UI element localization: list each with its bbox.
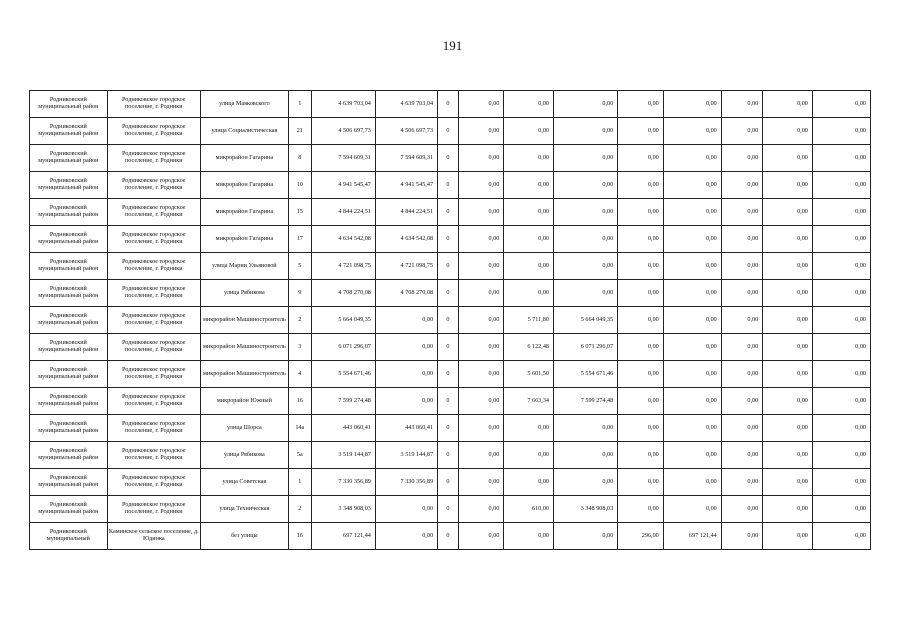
cell-amount-col-11: 0,00 [618,469,664,496]
cell-amount-col-12: 0,00 [663,199,721,226]
cell-count-col-7: 0 [438,415,459,442]
cell-amount-col-14: 0,00 [763,226,813,253]
cell-cost-col-6: 4 708 270,08 [375,280,437,307]
cell-amount-col-11: 0,00 [618,415,664,442]
cell-house-number: 16 [288,523,311,550]
cell-cost-col-6: 4 506 697,73 [375,118,437,145]
table-row [30,118,871,145]
cell-amount-col-8: 0,00 [458,253,504,280]
cell-amount-col-11: 0,00 [618,361,664,388]
cell-amount-col-9: 610,00 [504,496,554,523]
cell-amount-col-10: 0,00 [554,118,618,145]
cell-amount-col-14: 0,00 [763,523,813,550]
table-row [30,280,871,307]
cell-municipal-district: Родниковский муниципальный район [30,118,108,145]
cell-settlement: Родниковское городское поселение, г. Родники [107,388,200,415]
cell-municipal-district: Родниковский муниципальный район [30,496,108,523]
cell-amount-col-15: 0,00 [812,226,870,253]
cell-amount-col-9: 5 601,50 [504,361,554,388]
cell-settlement: Родниковское городское поселение, г. Родники [107,361,200,388]
cell-amount-col-14: 0,00 [763,199,813,226]
cell-municipal-district: Родниковский муниципальный район [30,442,108,469]
cell-cost-col-6: 443 060,41 [375,415,437,442]
cell-count-col-7: 0 [438,280,459,307]
cell-amount-col-10: 0,00 [554,523,618,550]
cell-cost-col-6: 7 594 609,31 [375,145,437,172]
cell-amount-col-14: 0,00 [763,388,813,415]
cell-amount-col-10: 0,00 [554,469,618,496]
cell-amount-col-12: 0,00 [663,226,721,253]
cell-house-number: 2 [288,307,311,334]
cell-house-number: 5а [288,442,311,469]
cell-amount-col-9: 0,00 [504,118,554,145]
cell-settlement: Родниковское городское поселение, г. Родники [107,172,200,199]
cell-amount-col-15: 0,00 [812,145,870,172]
cell-amount-col-13: 0,00 [721,442,762,469]
cell-amount-col-15: 0,00 [812,496,870,523]
cell-street: микрорайон Гагарина [200,145,288,172]
cell-municipal-district: Родниковский муниципальный район [30,361,108,388]
cell-amount-col-10: 5 554 671,46 [554,361,618,388]
cell-amount-col-11: 0,00 [618,253,664,280]
cell-amount-col-10: 0,00 [554,280,618,307]
page-number: 191 [442,38,463,53]
cell-count-col-7: 0 [438,91,459,118]
cell-settlement: Родниковское городское поселение, г. Родники [107,145,200,172]
cell-amount-col-10: 0,00 [554,91,618,118]
cell-amount-col-9: 0,00 [504,91,554,118]
cell-count-col-7: 0 [438,523,459,550]
cell-municipal-district: Родниковский муниципальный район [30,172,108,199]
cell-cost-col-6: 0,00 [375,388,437,415]
cell-house-number: 2 [288,496,311,523]
cell-amount-col-14: 0,00 [763,469,813,496]
cell-amount-col-11: 0,00 [618,172,664,199]
cell-municipal-district: Родниковский муниципальный район [30,226,108,253]
cell-total-cost: 4 941 545,47 [311,172,375,199]
cell-count-col-7: 0 [438,496,459,523]
cell-amount-col-13: 0,00 [721,280,762,307]
cell-amount-col-9: 0,00 [504,199,554,226]
cell-amount-col-12: 0,00 [663,442,721,469]
table-row [30,496,871,523]
cell-amount-col-15: 0,00 [812,91,870,118]
cell-amount-col-9: 0,00 [504,523,554,550]
cell-amount-col-12: 0,00 [663,172,721,199]
cell-street: микрорайон Машиностроитель [200,334,288,361]
cell-amount-col-9: 0,00 [504,226,554,253]
cell-amount-col-10: 0,00 [554,199,618,226]
cell-house-number: 4 [288,361,311,388]
cell-total-cost: 4 721 098,75 [311,253,375,280]
cell-street: микрорайон Машиностроитель [200,361,288,388]
cell-total-cost: 5 664 049,35 [311,307,375,334]
table-row [30,361,871,388]
cell-amount-col-8: 0,00 [458,523,504,550]
cell-street: улица Рябикова [200,442,288,469]
cell-amount-col-13: 0,00 [721,496,762,523]
table-body [30,91,871,550]
cell-municipal-district: Родниковский муниципальный район [30,415,108,442]
cell-house-number: 10 [288,172,311,199]
cell-amount-col-9: 6 122,48 [504,334,554,361]
cell-count-col-7: 0 [438,118,459,145]
table-row [30,523,871,550]
cell-amount-col-14: 0,00 [763,145,813,172]
cell-amount-col-15: 0,00 [812,280,870,307]
cell-amount-col-10: 7 599 274,48 [554,388,618,415]
cell-amount-col-14: 0,00 [763,496,813,523]
cell-count-col-7: 0 [438,469,459,496]
cell-total-cost: 3 519 144,87 [311,442,375,469]
cell-amount-col-12: 0,00 [663,469,721,496]
cell-total-cost: 4 844 224,51 [311,199,375,226]
cell-house-number: 3 [288,334,311,361]
cell-cost-col-6: 0,00 [375,361,437,388]
cell-amount-col-15: 0,00 [812,415,870,442]
cell-amount-col-13: 0,00 [721,91,762,118]
cell-municipal-district: Родниковский муниципальный [30,523,108,550]
cell-amount-col-13: 0,00 [721,253,762,280]
cell-amount-col-13: 0,00 [721,388,762,415]
cell-total-cost: 443 060,41 [311,415,375,442]
cell-amount-col-8: 0,00 [458,91,504,118]
cell-amount-col-9: 0,00 [504,253,554,280]
cell-house-number: 1 [288,469,311,496]
cell-amount-col-13: 0,00 [721,172,762,199]
table-row [30,388,871,415]
cell-amount-col-11: 0,00 [618,91,664,118]
cell-amount-col-13: 0,00 [721,145,762,172]
table-row [30,91,871,118]
cell-count-col-7: 0 [438,388,459,415]
cell-house-number: 1 [288,91,311,118]
cell-street: микрорайон Гагарина [200,226,288,253]
cell-amount-col-12: 0,00 [663,334,721,361]
cell-amount-col-11: 0,00 [618,280,664,307]
cell-municipal-district: Родниковский муниципальный район [30,145,108,172]
cell-municipal-district: Родниковский муниципальный район [30,469,108,496]
cell-amount-col-13: 0,00 [721,334,762,361]
cell-amount-col-8: 0,00 [458,334,504,361]
table-row [30,307,871,334]
cell-amount-col-8: 0,00 [458,226,504,253]
cell-settlement: Родниковское городское поселение, г. Родники [107,253,200,280]
cell-amount-col-14: 0,00 [763,307,813,334]
cell-settlement: Родниковское городское поселение, г. Родники [107,442,200,469]
cell-amount-col-9: 0,00 [504,415,554,442]
cell-amount-col-14: 0,00 [763,118,813,145]
cell-amount-col-12: 0,00 [663,253,721,280]
cell-count-col-7: 0 [438,253,459,280]
cell-amount-col-15: 0,00 [812,361,870,388]
cell-count-col-7: 0 [438,145,459,172]
cell-total-cost: 5 554 671,46 [311,361,375,388]
cell-cost-col-6: 0,00 [375,334,437,361]
table-row [30,442,871,469]
cell-amount-col-11: 0,00 [618,388,664,415]
cell-house-number: 14а [288,415,311,442]
cell-amount-col-11: 0,00 [618,307,664,334]
cell-amount-col-13: 0,00 [721,118,762,145]
cell-count-col-7: 0 [438,442,459,469]
cell-amount-col-13: 0,00 [721,469,762,496]
table-row [30,226,871,253]
cell-amount-col-14: 0,00 [763,415,813,442]
cell-settlement: Родниковское городское поселение, г. Родники [107,307,200,334]
cell-total-cost: 4 634 542,08 [311,226,375,253]
cell-amount-col-9: 7 663,34 [504,388,554,415]
cell-amount-col-9: 0,00 [504,469,554,496]
cell-count-col-7: 0 [438,361,459,388]
cell-amount-col-13: 0,00 [721,199,762,226]
cell-amount-col-11: 0,00 [618,496,664,523]
cell-total-cost: 7 594 609,31 [311,145,375,172]
table-row [30,172,871,199]
cell-amount-col-10: 0,00 [554,226,618,253]
cell-cost-col-6: 0,00 [375,307,437,334]
cell-street: улица Шорса [200,415,288,442]
cell-street: микрорайон Южный [200,388,288,415]
table-row [30,334,871,361]
cell-cost-col-6: 4 941 545,47 [375,172,437,199]
cell-street: микрорайон Гагарина [200,172,288,199]
cell-settlement: Родниковское городское поселение, г. Родники [107,118,200,145]
cell-amount-col-15: 0,00 [812,118,870,145]
cell-amount-col-9: 0,00 [504,145,554,172]
cell-street: микрорайон Гагарина [200,199,288,226]
cell-amount-col-8: 0,00 [458,280,504,307]
cell-amount-col-10: 0,00 [554,442,618,469]
cell-amount-col-12: 697 121,44 [663,523,721,550]
table-row [30,415,871,442]
cell-street: улица Советская [200,469,288,496]
table-row [30,253,871,280]
cell-amount-col-8: 0,00 [458,199,504,226]
cell-amount-col-9: 0,00 [504,172,554,199]
cell-amount-col-12: 0,00 [663,307,721,334]
cell-amount-col-12: 0,00 [663,388,721,415]
cell-street: улица Социалистическая [200,118,288,145]
cell-settlement: Родниковское городское поселение, г. Родники [107,226,200,253]
cell-amount-col-13: 0,00 [721,226,762,253]
cell-house-number: 17 [288,226,311,253]
cell-amount-col-11: 296,00 [618,523,664,550]
cell-amount-col-15: 0,00 [812,334,870,361]
cell-settlement: Родниковское городское поселение, г. Родники [107,91,200,118]
cell-amount-col-13: 0,00 [721,361,762,388]
cell-amount-col-11: 0,00 [618,118,664,145]
cell-amount-col-10: 0,00 [554,253,618,280]
cell-amount-col-14: 0,00 [763,442,813,469]
cell-total-cost: 7 599 274,48 [311,388,375,415]
cell-cost-col-6: 4 639 703,04 [375,91,437,118]
cell-municipal-district: Родниковский муниципальный район [30,307,108,334]
cell-amount-col-15: 0,00 [812,172,870,199]
cell-amount-col-8: 0,00 [458,145,504,172]
cell-house-number: 15 [288,199,311,226]
cell-municipal-district: Родниковский муниципальный район [30,253,108,280]
cell-total-cost: 4 639 703,04 [311,91,375,118]
cell-amount-col-10: 3 348 908,03 [554,496,618,523]
table-row [30,145,871,172]
housing-register-table [29,90,871,550]
cell-amount-col-14: 0,00 [763,172,813,199]
cell-amount-col-14: 0,00 [763,253,813,280]
cell-amount-col-12: 0,00 [663,496,721,523]
cell-house-number: 8 [288,145,311,172]
cell-amount-col-12: 0,00 [663,118,721,145]
cell-amount-col-12: 0,00 [663,145,721,172]
cell-count-col-7: 0 [438,334,459,361]
cell-amount-col-11: 0,00 [618,199,664,226]
cell-count-col-7: 0 [438,172,459,199]
cell-amount-col-10: 0,00 [554,145,618,172]
cell-amount-col-14: 0,00 [763,334,813,361]
cell-amount-col-12: 0,00 [663,280,721,307]
cell-settlement: Родниковское городское поселение, г. Родники [107,415,200,442]
cell-amount-col-14: 0,00 [763,361,813,388]
cell-amount-col-11: 0,00 [618,334,664,361]
cell-amount-col-13: 0,00 [721,307,762,334]
cell-amount-col-8: 0,00 [458,361,504,388]
cell-amount-col-10: 0,00 [554,172,618,199]
cell-amount-col-10: 5 664 049,35 [554,307,618,334]
cell-house-number: 9 [288,280,311,307]
cell-cost-col-6: 7 330 356,89 [375,469,437,496]
cell-municipal-district: Родниковский муниципальный район [30,199,108,226]
cell-total-cost: 6 071 296,07 [311,334,375,361]
cell-cost-col-6: 4 634 542,08 [375,226,437,253]
cell-amount-col-11: 0,00 [618,442,664,469]
cell-amount-col-14: 0,00 [763,91,813,118]
cell-amount-col-8: 0,00 [458,388,504,415]
cell-amount-col-8: 0,00 [458,415,504,442]
cell-street: улица Техническая [200,496,288,523]
cell-amount-col-9: 0,00 [504,280,554,307]
cell-amount-col-13: 0,00 [721,523,762,550]
cell-amount-col-15: 0,00 [812,307,870,334]
cell-cost-col-6: 3 519 144,87 [375,442,437,469]
cell-amount-col-8: 0,00 [458,442,504,469]
table-row [30,199,871,226]
cell-municipal-district: Родниковский муниципальный район [30,280,108,307]
cell-settlement: Родниковское городское поселение, г. Родники [107,496,200,523]
cell-street: улица Рябикова [200,280,288,307]
cell-amount-col-9: 5 711,80 [504,307,554,334]
cell-municipal-district: Родниковский муниципальный район [30,91,108,118]
cell-count-col-7: 0 [438,226,459,253]
cell-settlement: Каминское сельское поселение, д. Юдинка [107,523,200,550]
cell-settlement: Родниковское городское поселение, г. Родники [107,280,200,307]
cell-total-cost: 4 708 270,08 [311,280,375,307]
cell-cost-col-6: 4 844 224,51 [375,199,437,226]
cell-count-col-7: 0 [438,307,459,334]
cell-street: улица Марии Ульяновой [200,253,288,280]
cell-street: улица Маяковского [200,91,288,118]
cell-street: без улицы [200,523,288,550]
cell-amount-col-12: 0,00 [663,415,721,442]
cell-amount-col-12: 0,00 [663,91,721,118]
cell-amount-col-8: 0,00 [458,307,504,334]
cell-amount-col-8: 0,00 [458,469,504,496]
cell-count-col-7: 0 [438,199,459,226]
cell-settlement: Родниковское городское поселение, г. Родники [107,469,200,496]
cell-settlement: Родниковское городское поселение, г. Родники [107,199,200,226]
cell-amount-col-12: 0,00 [663,361,721,388]
cell-amount-col-15: 0,00 [812,442,870,469]
cell-amount-col-8: 0,00 [458,172,504,199]
cell-total-cost: 4 506 697,73 [311,118,375,145]
cell-amount-col-13: 0,00 [721,415,762,442]
cell-amount-col-15: 0,00 [812,469,870,496]
cell-municipal-district: Родниковский муниципальный район [30,334,108,361]
cell-amount-col-15: 0,00 [812,523,870,550]
cell-cost-col-6: 0,00 [375,523,437,550]
cell-street: микрорайон Машиностроитель [200,307,288,334]
cell-amount-col-8: 0,00 [458,496,504,523]
cell-total-cost: 7 330 356,89 [311,469,375,496]
cell-amount-col-9: 0,00 [504,442,554,469]
cell-house-number: 5 [288,253,311,280]
cell-amount-col-15: 0,00 [812,199,870,226]
cell-cost-col-6: 4 721 098,75 [375,253,437,280]
cell-cost-col-6: 0,00 [375,496,437,523]
cell-total-cost: 3 348 908,03 [311,496,375,523]
cell-amount-col-10: 6 071 296,07 [554,334,618,361]
cell-total-cost: 697 121,44 [311,523,375,550]
cell-amount-col-10: 0,00 [554,415,618,442]
cell-amount-col-14: 0,00 [763,280,813,307]
table-row [30,469,871,496]
cell-amount-col-11: 0,00 [618,226,664,253]
cell-amount-col-8: 0,00 [458,118,504,145]
cell-house-number: 21 [288,118,311,145]
cell-municipal-district: Родниковский муниципальный район [30,388,108,415]
cell-amount-col-15: 0,00 [812,253,870,280]
cell-house-number: 16 [288,388,311,415]
cell-amount-col-15: 0,00 [812,388,870,415]
cell-amount-col-11: 0,00 [618,145,664,172]
cell-settlement: Родниковское городское поселение, г. Родники [107,334,200,361]
